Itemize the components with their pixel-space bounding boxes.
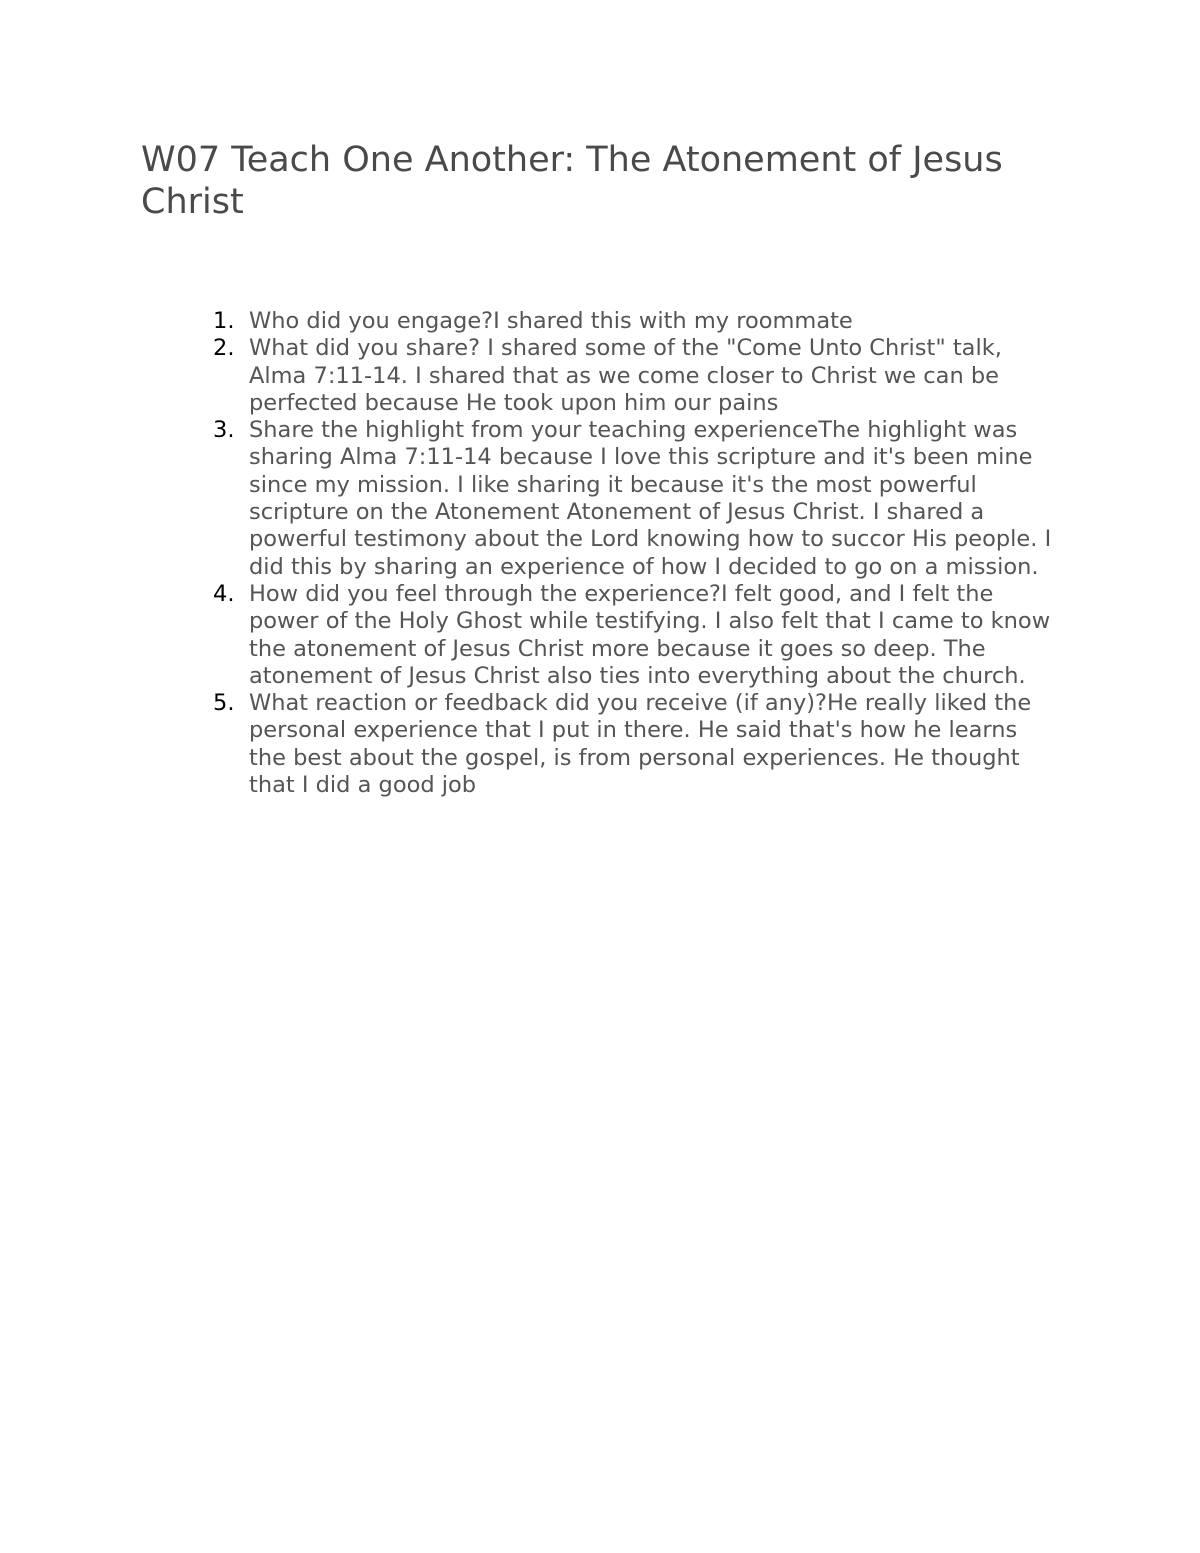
list-item-text: Share the highlight from your teaching experienceThe highlight was sharing Alma 7:11-14 because I love this scripture and it's been mine since my mission. I like sharing it because it's the most powerful scripture on the Atonement Atonement of Jesus Christ. I shared a powerful testimony about the Lord knowing how to succor His people. I did this by sharing an experience of how I decided to go on a mission. (249, 417, 1052, 580)
list-item (0, 690, 1059, 799)
list-item-text: How did you feel through the experience?I felt good, and I felt the power of the Holy Ghost while testifying. I also felt that I came to know the atonement of Jesus Christ more because it goes so deep. The atonement of Jesus Christ also ties into everything about the church. (249, 580, 1051, 689)
list-item-number: 2. (213, 335, 235, 362)
document-title: W07 Teach One Another: The Atonement of Jesus Christ (141, 140, 1003, 222)
question-list (0, 308, 1200, 799)
list-item (0, 335, 1059, 417)
list-item-number: 5. (213, 690, 235, 717)
list-item-number: 3. (213, 417, 235, 444)
list-item-text: What did you share? I shared some of the "Come Unto Christ" talk, Alma 7:11-14. I shared that as we come closer to Christ we can be perfected because He took upon him our pains (249, 335, 1002, 416)
list-item-text: What reaction or feedback did you receive (if any)?He really liked the personal experience that I put in there. He said that's how he learns the best about the gospel, is from personal experiences. He thought that I did a good job (249, 690, 1032, 799)
list-item (0, 308, 1059, 335)
list-item-number: 4. (213, 580, 235, 607)
list-item (0, 417, 1059, 581)
list-item-number: 1. (213, 308, 235, 334)
list-item-text: Who did you engage?I shared this with my roommate (249, 308, 853, 334)
list-item (0, 581, 1059, 690)
